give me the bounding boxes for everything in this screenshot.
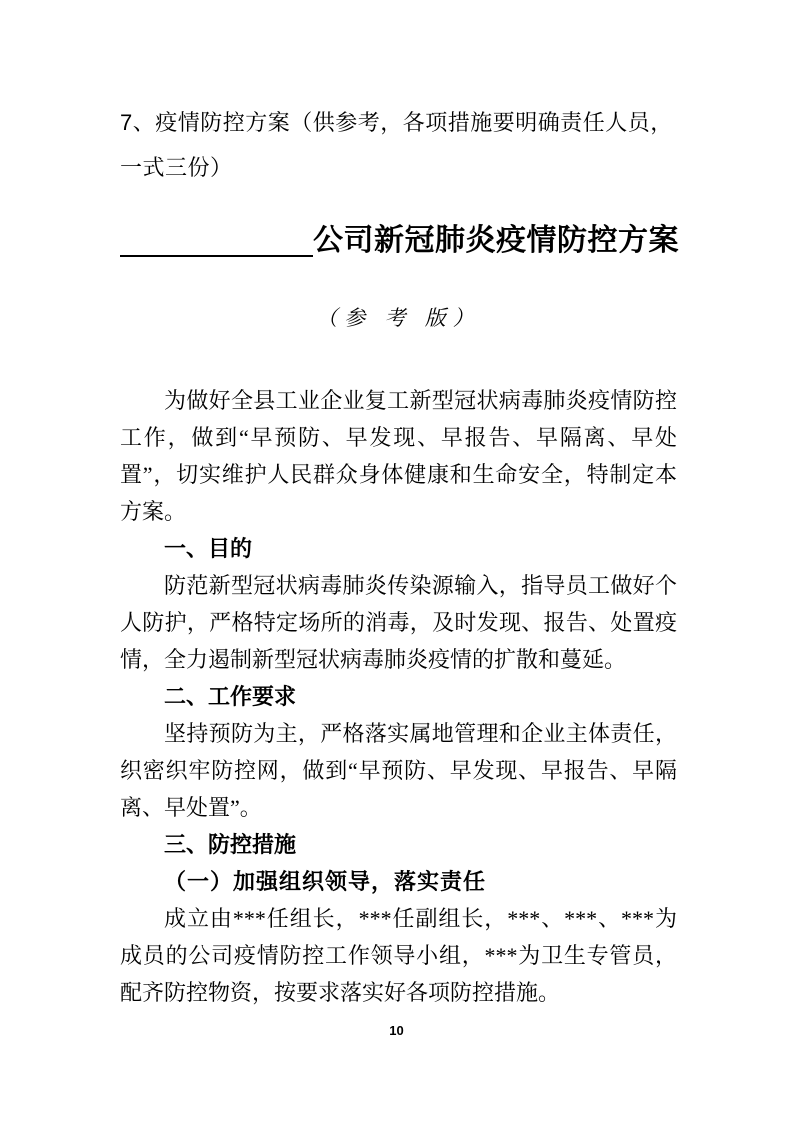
section-body-purpose: 防范新型冠状病毒肺炎传染源输入，指导员工做好个人防护，严格特定场所的消毒，及时发现、报告、处置疫情，全力遏制新型冠状病毒肺炎疫情的扩散和蔓延。 xyxy=(120,573,677,672)
document-body xyxy=(120,382,677,1011)
section-body-control-measures: 成立由***任组长，***任副组长，***、***、***为成员的公司疫情防控工作领导小组，***为卫生专管员，配齐防控物资，按要求落实好各项防控措施。 xyxy=(120,906,677,1005)
section-heading-control-measures: 三、防控措施 xyxy=(164,832,297,857)
document-subtitle: （参 考 版） xyxy=(316,306,481,330)
page-number: 10 xyxy=(389,1023,404,1038)
document-content xyxy=(120,100,677,1011)
intro-note-heading: 7、疫情防控方案（供参考，各项措施要明确责任人员，一式三份） xyxy=(120,110,673,180)
section-heading-purpose: 一、目的 xyxy=(164,536,253,561)
section-heading-work-requirements: 二、工作要求 xyxy=(164,684,297,709)
blank-underline xyxy=(120,247,313,257)
section-body-work-requirements: 坚持预防为主，严格落实属地管理和企业主体责任，织密织牢防控网，做到“早预防、早发现、早报告、早隔离、早处置”。 xyxy=(120,721,677,820)
preamble-paragraph: 为做好全县工业企业复工新型冠状病毒肺炎疫情防控工作，做到“早预防、早发现、早报告、早隔离、早处置”，切实维护人民群众身体健康和生命安全，特制定本方案。 xyxy=(120,388,677,524)
subsection-heading-leadership: （一）加强组织领导，落实责任 xyxy=(164,869,487,894)
document-title-row xyxy=(120,220,677,262)
document-title: 公司新冠肺炎疫情防控方案 xyxy=(313,224,679,257)
